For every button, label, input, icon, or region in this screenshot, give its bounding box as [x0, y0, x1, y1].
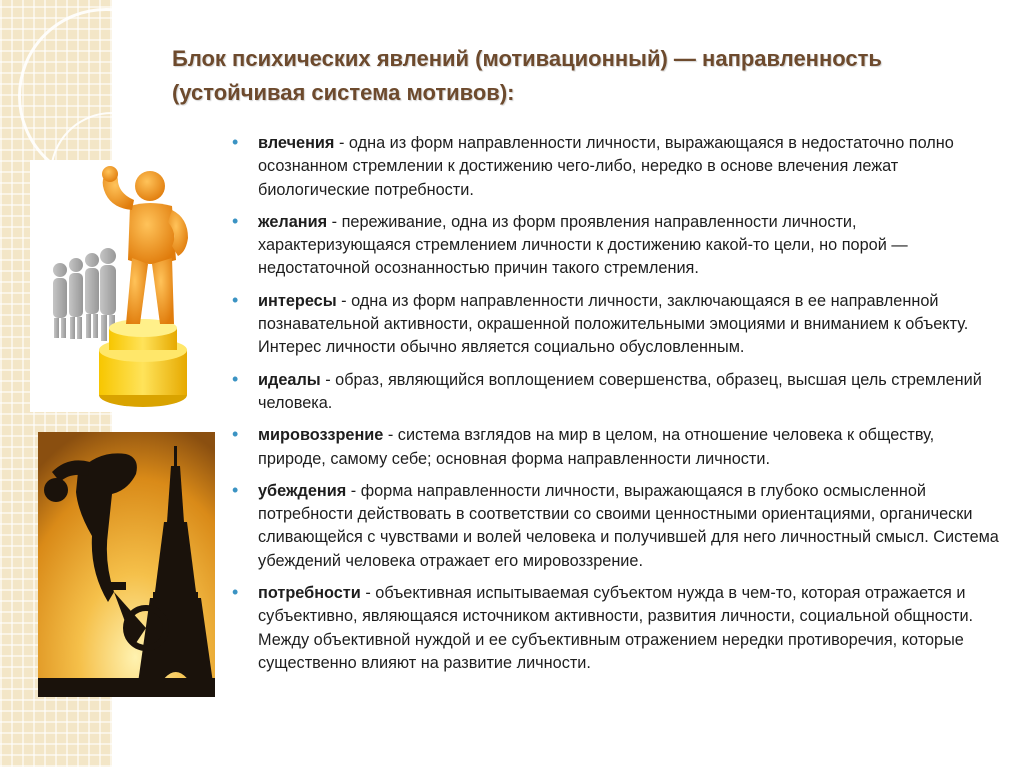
list-item-zhelaniya	[232, 211, 1004, 281]
bullet-icon: •	[232, 210, 239, 231]
bullet-icon: •	[232, 479, 239, 500]
bullet-icon: •	[232, 582, 239, 603]
bullet-icon: •	[232, 368, 239, 389]
term: идеалы	[258, 370, 321, 389]
list-item-potrebnosti	[232, 582, 1004, 675]
list-item-interesy	[232, 290, 1004, 360]
definition: - образ, являющийся воплощением совершенства, образец, высшая цель стремлений человека.	[258, 370, 982, 412]
term: влечения	[258, 134, 335, 152]
term: желания	[258, 212, 328, 231]
bullet-icon: •	[232, 424, 239, 445]
definition: - одна из форм направленности личности, выражающаяся в недостаточно полно осознанном стремлении к достижению чего-либо, нередко в основе влечения лежат биологические потребности.	[258, 134, 954, 199]
list-item-ubezhdeniya	[232, 480, 1004, 573]
term: убеждения	[258, 481, 347, 500]
bullet-icon: •	[232, 132, 239, 152]
strongman-figure-on-podium-icon	[30, 160, 210, 412]
definition: - переживание, одна из форм проявления направленности личности, характеризующаяся стремлением личности к достижению какой-то цели, но порой — недостаточной осознанностью причин такого стремления.	[258, 212, 908, 278]
bmx-rider-eiffel-tower-silhouette-icon	[38, 432, 215, 697]
definition: - форма направленности личности, выражающаяся в глубоко осмысленной потребности действовать в соответствии со своими ценностными ориентациями, органически сливающейся с чувствами и волей человека и получившей для него личностный смысл. Система убеждений человека отражает его мировоззрение.	[258, 481, 999, 570]
term: интересы	[258, 291, 337, 310]
list-item-idealy	[232, 369, 1004, 416]
bullet-icon: •	[232, 289, 239, 310]
definition: - объективная испытываемая субъектом нужда в чем-то, которая отражается и субъективно, являющаяся источником активности, развития личности, социальной общности. Между объективной нуждой и ее субъективным отражением нередки противоречия, которые существенно влияют на развитие личности.	[258, 584, 974, 672]
term: мировоззрение	[258, 426, 384, 445]
definition: - система взглядов на мир в целом, на отношение человека к обществу, природе, самому себе; основная форма направленности личности.	[258, 426, 935, 468]
definition-list	[232, 132, 1004, 684]
list-item-vlecheniya	[232, 132, 1004, 202]
definition: - одна из форм направленности личности, заключающаяся в ее направленной познавательной активности, окрашенной положительными эмоциями и вниманием к объекту. Интерес личности обычно является социально обусловленным.	[258, 291, 969, 357]
slide-title: Блок психических явлений (мотивационный) — направленность (устойчивая система мотивов):	[172, 46, 882, 105]
list-item-mirovozzrenie	[232, 424, 1004, 471]
term: потребности	[258, 584, 361, 603]
